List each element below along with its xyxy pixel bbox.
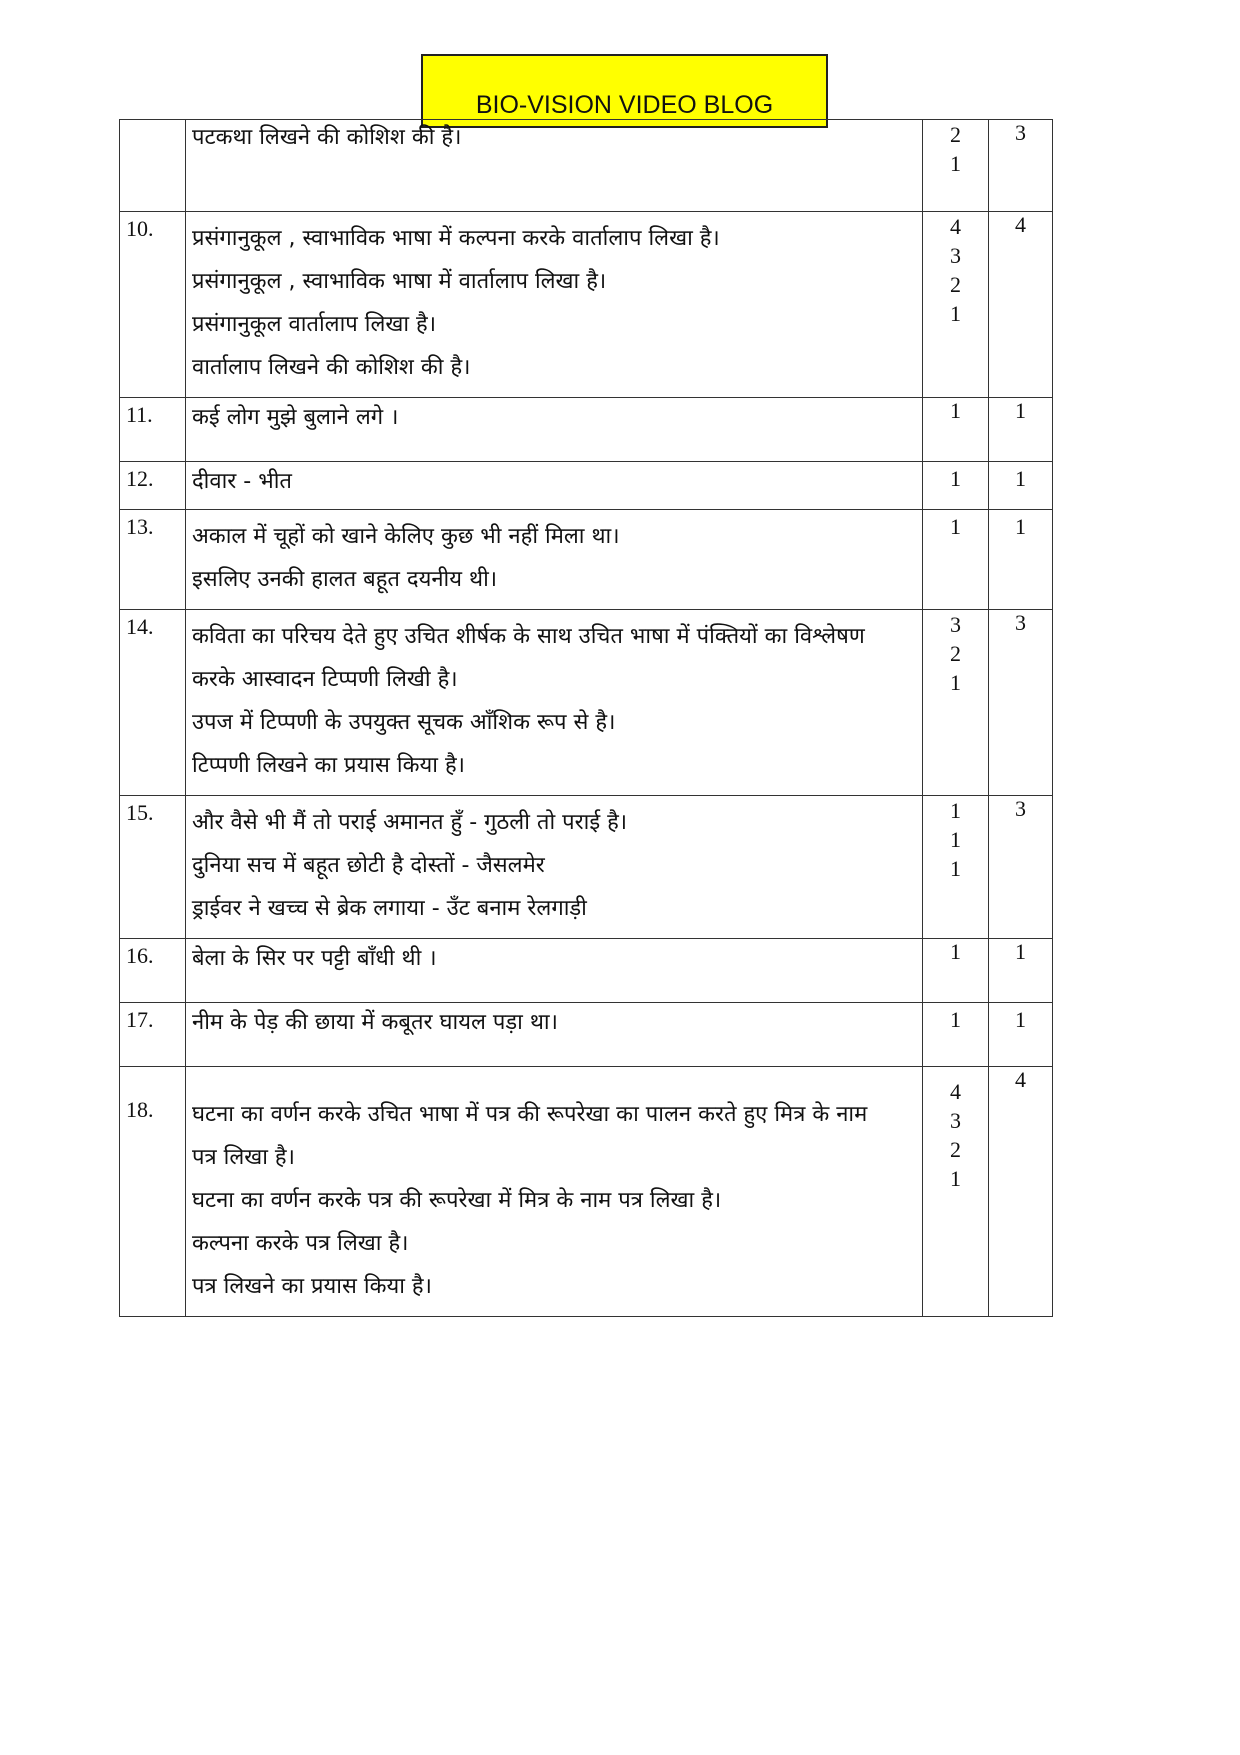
total-marks: [989, 1003, 1053, 1067]
score-value: 1: [950, 939, 961, 964]
total-value: 1: [1015, 398, 1026, 423]
score-value: 1: [950, 301, 961, 326]
criteria-line: पटकथा लिखने की कोशिश की है।: [192, 125, 462, 150]
total-value: 4: [1015, 1067, 1026, 1092]
criteria-line: दुनिया सच में बहूत छोटी है दोस्तों - जैसलमेर: [192, 853, 545, 878]
table-row: [120, 939, 1053, 1003]
score-values: [923, 1003, 989, 1067]
score-value: 1: [950, 670, 961, 695]
score-values: [923, 212, 989, 398]
score-value: 4: [950, 214, 961, 239]
total-value: 1: [1015, 939, 1026, 964]
question-number: 15.: [120, 796, 186, 939]
criteria-line: कई लोग मुझे बुलाने लगे ।: [192, 405, 399, 430]
score-value: 1: [950, 514, 961, 539]
answer-criteria: [186, 610, 923, 796]
answer-criteria: [186, 510, 923, 610]
answer-criteria: [186, 796, 923, 939]
table-row: [120, 462, 1053, 510]
score-value: 2: [950, 1137, 961, 1162]
total-value: 1: [1015, 514, 1026, 539]
criteria-line: अकाल में चूहों को खाने केलिए कुछ भी नहीं मिला था।: [192, 524, 620, 549]
criteria-line: प्रसंगानुकूल , स्वाभाविक भाषा में कल्पना करके वार्तालाप लिखा है।: [192, 226, 720, 251]
question-number: 12.: [120, 462, 186, 510]
question-number: 13.: [120, 510, 186, 610]
table-row: [120, 610, 1053, 796]
total-value: 3: [1015, 796, 1026, 821]
criteria-line: प्रसंगानुकूल , स्वाभाविक भाषा में वार्तालाप लिखा है।: [192, 269, 607, 294]
total-value: 4: [1015, 212, 1026, 237]
marking-scheme-table: [119, 119, 1053, 1317]
score-values: [923, 120, 989, 212]
criteria-line: घटना का वर्णन करके पत्र की रूपरेखा में मित्र के नाम पत्र लिखा है।: [192, 1188, 722, 1213]
score-value: 4: [950, 1079, 961, 1104]
answer-criteria: [186, 398, 923, 462]
criteria-line: और वैसे भी मैं तो पराई अमानत हुँ - गुठली तो पराई है।: [192, 810, 628, 835]
score-values: [923, 939, 989, 1003]
total-marks: [989, 796, 1053, 939]
score-values: [923, 510, 989, 610]
answer-criteria: [186, 1067, 923, 1317]
criteria-line: दीवार - भीत: [192, 469, 292, 494]
total-marks: [989, 120, 1053, 212]
score-value: 1: [950, 1166, 961, 1191]
score-value: 1: [950, 1007, 961, 1032]
question-number: 17.: [120, 1003, 186, 1067]
criteria-line: ड्राईवर ने खच्च से ब्रेक लगाया - उँट बनाम रेलगाड़ी: [192, 896, 587, 921]
criteria-line: उपज में टिप्पणी के उपयुक्त सूचक आँशिक रूप से है।: [192, 710, 616, 735]
answer-criteria: [186, 1003, 923, 1067]
table-row: [120, 510, 1053, 610]
total-value: 1: [1015, 1007, 1026, 1032]
question-number: 18.: [120, 1067, 186, 1317]
question-number: 11.: [120, 398, 186, 462]
total-marks: [989, 1067, 1053, 1317]
table-row: [120, 1003, 1053, 1067]
score-value: 2: [950, 272, 961, 297]
criteria-line: घटना का वर्णन करके उचित भाषा में पत्र की रूपरेखा का पालन करते हुए मित्र के नाम: [192, 1102, 868, 1127]
score-value: 2: [950, 641, 961, 666]
total-value: 1: [1015, 466, 1026, 491]
criteria-line: पत्र लिखने का प्रयास किया है।: [192, 1274, 432, 1299]
criteria-line: कल्पना करके पत्र लिखा है।: [192, 1231, 409, 1256]
score-value: 1: [950, 398, 961, 423]
table-row: [120, 1067, 1053, 1317]
score-values: [923, 398, 989, 462]
blog-banner: BIO-VISION VIDEO BLOG: [421, 54, 828, 128]
question-number: 14.: [120, 610, 186, 796]
score-value: 2: [950, 122, 961, 147]
total-marks: [989, 398, 1053, 462]
criteria-line: करके आस्वादन टिप्पणी लिखी है।: [192, 667, 458, 692]
score-value: 1: [950, 798, 961, 823]
score-values: [923, 1067, 989, 1317]
score-values: [923, 796, 989, 939]
criteria-line: बेला के सिर पर पट्टी बाँधी थी ।: [192, 946, 437, 971]
criteria-line: इसलिए उनकी हालत बहूत दयनीय थी।: [192, 567, 498, 592]
criteria-line: प्रसंगानुकूल वार्तालाप लिखा है।: [192, 312, 437, 337]
total-marks: [989, 510, 1053, 610]
score-value: 1: [950, 466, 961, 491]
table-row: [120, 796, 1053, 939]
score-value: 1: [950, 856, 961, 881]
score-values: [923, 462, 989, 510]
score-values: [923, 610, 989, 796]
total-marks: [989, 212, 1053, 398]
score-value: 1: [950, 827, 961, 852]
criteria-line: कविता का परिचय देते हुए उचित शीर्षक के साथ उचित भाषा में पंक्तियों का विश्लेषण: [192, 624, 865, 649]
answer-criteria: [186, 462, 923, 510]
table-row: [120, 212, 1053, 398]
total-marks: [989, 939, 1053, 1003]
criteria-line: पत्र लिखा है।: [192, 1145, 295, 1170]
total-value: 3: [1015, 610, 1026, 635]
question-number: [120, 120, 186, 212]
question-number: 16.: [120, 939, 186, 1003]
total-marks: [989, 610, 1053, 796]
answer-criteria: [186, 212, 923, 398]
answer-criteria: [186, 939, 923, 1003]
score-value: 3: [950, 1108, 961, 1133]
total-value: 3: [1015, 120, 1026, 145]
score-value: 1: [950, 151, 961, 176]
answer-criteria: [186, 120, 923, 212]
table-row: [120, 398, 1053, 462]
score-value: 3: [950, 612, 961, 637]
question-number: 10.: [120, 212, 186, 398]
criteria-line: वार्तालाप लिखने की कोशिश की है।: [192, 355, 471, 380]
score-value: 3: [950, 243, 961, 268]
table-row: [120, 120, 1053, 212]
criteria-line: टिप्पणी लिखने का प्रयास किया है।: [192, 753, 465, 778]
criteria-line: नीम के पेड़ की छाया में कबूतर घायल पड़ा था।: [192, 1010, 558, 1035]
total-marks: [989, 462, 1053, 510]
